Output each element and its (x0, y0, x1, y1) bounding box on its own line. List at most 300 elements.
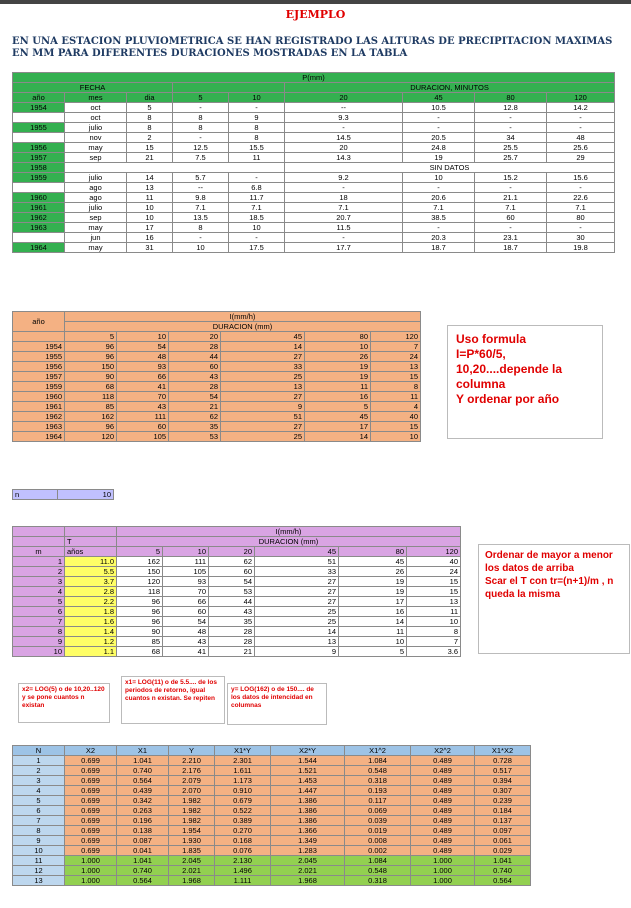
data-cell[interactable]: 0.489 (411, 836, 475, 846)
data-cell[interactable]: 1.982 (169, 796, 215, 806)
data-cell[interactable]: 54 (117, 342, 169, 352)
data-cell[interactable]: 27 (221, 392, 305, 402)
data-cell[interactable]: 27 (255, 597, 339, 607)
p-header[interactable]: P(mm) (13, 73, 615, 83)
data-cell[interactable]: 10 (229, 223, 285, 233)
column-header[interactable]: X2 (65, 746, 117, 756)
data-cell[interactable]: 2.176 (169, 766, 215, 776)
n-label[interactable]: n (13, 490, 58, 500)
data-cell[interactable]: 80 (547, 213, 615, 223)
data-cell[interactable]: 0.439 (117, 786, 169, 796)
data-cell[interactable]: 7.1 (547, 203, 615, 213)
col-header[interactable]: 5 (117, 547, 163, 557)
data-cell[interactable]: 11.5 (285, 223, 403, 233)
row-index-cell[interactable]: 2 (13, 766, 65, 776)
data-cell[interactable]: 70 (163, 587, 209, 597)
rank-cell[interactable]: 9 (13, 637, 65, 647)
year-cell[interactable]: 1959 (13, 173, 65, 183)
data-cell[interactable]: 96 (65, 422, 117, 432)
data-cell[interactable]: 0.039 (345, 816, 411, 826)
data-cell[interactable]: 62 (169, 412, 221, 422)
data-cell[interactable]: 0.389 (215, 816, 271, 826)
data-cell[interactable]: 1.611 (215, 766, 271, 776)
blank-header-cell[interactable] (65, 527, 117, 537)
data-cell[interactable]: 20 (285, 143, 403, 153)
data-cell[interactable]: - (475, 183, 547, 193)
data-cell[interactable]: 68 (117, 647, 163, 657)
data-cell[interactable]: 20.5 (403, 133, 475, 143)
data-cell[interactable]: 20.6 (403, 193, 475, 203)
rank-cell[interactable]: 2 (13, 567, 65, 577)
data-cell[interactable]: 28 (209, 637, 255, 647)
data-cell[interactable]: 0.117 (345, 796, 411, 806)
data-cell[interactable]: 26 (339, 567, 407, 577)
row-index-cell[interactable]: 10 (13, 846, 65, 856)
data-cell[interactable]: 8 (407, 627, 461, 637)
data-cell[interactable]: 24 (407, 567, 461, 577)
data-cell[interactable]: 13 (127, 183, 173, 193)
data-cell[interactable]: 1.000 (411, 876, 475, 886)
data-cell[interactable]: 10 (173, 243, 229, 253)
data-cell[interactable]: 5 (127, 103, 173, 113)
data-cell[interactable]: -- (173, 183, 229, 193)
data-cell[interactable]: 27 (255, 577, 339, 587)
data-cell[interactable]: - (285, 123, 403, 133)
row-index-cell[interactable]: 7 (13, 816, 65, 826)
data-cell[interactable]: 0.522 (215, 806, 271, 816)
year-cell[interactable] (13, 183, 65, 193)
data-cell[interactable]: 1.982 (169, 816, 215, 826)
data-cell[interactable]: 0.489 (411, 826, 475, 836)
row-index-cell[interactable]: 3 (13, 776, 65, 786)
data-cell[interactable]: 0.699 (65, 826, 117, 836)
data-cell[interactable]: 43 (209, 607, 255, 617)
data-cell[interactable]: julio (65, 173, 127, 183)
data-cell[interactable]: - (403, 123, 475, 133)
data-cell[interactable]: - (403, 223, 475, 233)
data-cell[interactable]: 24 (371, 352, 421, 362)
year-cell[interactable]: 1956 (13, 362, 65, 372)
col-header[interactable]: 10 (163, 547, 209, 557)
data-cell[interactable]: - (285, 183, 403, 193)
year-cell[interactable]: 1964 (13, 243, 65, 253)
data-cell[interactable]: 11.7 (229, 193, 285, 203)
data-cell[interactable]: 7 (371, 342, 421, 352)
data-cell[interactable]: 0.699 (65, 766, 117, 776)
data-cell[interactable]: 70 (117, 392, 169, 402)
data-cell[interactable]: 10 (403, 173, 475, 183)
data-cell[interactable]: ago (65, 183, 127, 193)
year-cell[interactable]: 1958 (13, 163, 65, 173)
data-cell[interactable]: 85 (117, 637, 163, 647)
data-cell[interactable]: 0.699 (65, 776, 117, 786)
data-cell[interactable]: 1.000 (65, 856, 117, 866)
data-cell[interactable]: 10 (371, 432, 421, 442)
blank-header-cell[interactable] (13, 527, 65, 537)
column-header[interactable]: 120 (547, 93, 615, 103)
data-cell[interactable]: 48 (163, 627, 209, 637)
data-cell[interactable]: 96 (117, 597, 163, 607)
data-cell[interactable]: 12.5 (173, 143, 229, 153)
data-cell[interactable]: 13 (221, 382, 305, 392)
data-cell[interactable]: 14.3 (285, 153, 403, 163)
data-cell[interactable]: 0.342 (117, 796, 169, 806)
data-cell[interactable]: 8 (127, 123, 173, 133)
duracion-header[interactable]: DURACION, MINUTOS (285, 83, 615, 93)
data-cell[interactable]: 60 (169, 362, 221, 372)
data-cell[interactable]: 0.137 (475, 816, 531, 826)
data-cell[interactable]: 10 (127, 203, 173, 213)
data-cell[interactable]: 28 (169, 342, 221, 352)
data-cell[interactable]: 2.070 (169, 786, 215, 796)
column-header[interactable]: X2^2 (411, 746, 475, 756)
data-cell[interactable]: 51 (255, 557, 339, 567)
data-cell[interactable]: 2.130 (215, 856, 271, 866)
data-cell[interactable]: 21 (127, 153, 173, 163)
row-index-cell[interactable]: 6 (13, 806, 65, 816)
year-cell[interactable]: 1957 (13, 372, 65, 382)
year-cell[interactable]: 1961 (13, 402, 65, 412)
year-cell[interactable]: 1959 (13, 382, 65, 392)
data-cell[interactable]: 11 (305, 382, 371, 392)
data-cell[interactable]: 1.000 (65, 876, 117, 886)
data-cell[interactable]: - (173, 103, 229, 113)
data-cell[interactable]: 118 (65, 392, 117, 402)
row-index-cell[interactable]: 5 (13, 796, 65, 806)
data-cell[interactable]: 0.307 (475, 786, 531, 796)
data-cell[interactable]: 62 (209, 557, 255, 567)
year-cell[interactable]: 1956 (13, 143, 65, 153)
column-header[interactable]: 120 (371, 332, 421, 342)
data-cell[interactable]: 0.263 (117, 806, 169, 816)
data-cell[interactable]: 0.740 (117, 866, 169, 876)
data-cell[interactable]: 45 (339, 557, 407, 567)
data-cell[interactable]: 0.548 (345, 766, 411, 776)
data-cell[interactable]: sep (65, 153, 127, 163)
data-cell[interactable]: 8 (229, 133, 285, 143)
data-cell[interactable]: 96 (65, 342, 117, 352)
ano-header[interactable]: año (13, 312, 65, 332)
data-cell[interactable]: 1.968 (271, 876, 345, 886)
column-header[interactable]: 45 (221, 332, 305, 342)
data-cell[interactable]: 162 (65, 412, 117, 422)
data-cell[interactable]: 8 (173, 123, 229, 133)
data-cell[interactable]: 38.5 (403, 213, 475, 223)
data-cell[interactable]: -- (285, 103, 403, 113)
data-cell[interactable]: 27 (255, 587, 339, 597)
data-cell[interactable]: 0.318 (345, 876, 411, 886)
data-cell[interactable]: 43 (117, 402, 169, 412)
column-header[interactable]: N (13, 746, 65, 756)
data-cell[interactable]: 0.489 (411, 786, 475, 796)
data-cell[interactable]: 1.447 (271, 786, 345, 796)
m-header[interactable]: m (13, 547, 65, 557)
data-cell[interactable]: 8 (173, 113, 229, 123)
data-cell[interactable]: 16 (339, 607, 407, 617)
data-cell[interactable]: 0.061 (475, 836, 531, 846)
data-cell[interactable]: 2.210 (169, 756, 215, 766)
data-cell[interactable]: 18 (285, 193, 403, 203)
data-cell[interactable]: 10.5 (403, 103, 475, 113)
column-header[interactable]: mes (65, 93, 127, 103)
year-cell[interactable]: 1960 (13, 193, 65, 203)
data-cell[interactable]: 44 (169, 352, 221, 362)
data-cell[interactable]: 7.1 (173, 203, 229, 213)
data-cell[interactable]: 1.041 (117, 756, 169, 766)
data-cell[interactable]: julio (65, 123, 127, 133)
data-cell[interactable]: - (229, 233, 285, 243)
data-cell[interactable]: 9.8 (173, 193, 229, 203)
data-cell[interactable]: 0.394 (475, 776, 531, 786)
column-header[interactable]: 5 (173, 93, 229, 103)
year-cell[interactable]: 1962 (13, 412, 65, 422)
data-cell[interactable]: 0.069 (345, 806, 411, 816)
year-cell[interactable]: 1963 (13, 422, 65, 432)
data-cell[interactable]: 6.8 (229, 183, 285, 193)
data-cell[interactable]: - (403, 113, 475, 123)
blank-header-cell[interactable] (13, 537, 65, 547)
data-cell[interactable]: 1.835 (169, 846, 215, 856)
data-cell[interactable]: 1.930 (169, 836, 215, 846)
data-cell[interactable]: 90 (65, 372, 117, 382)
data-cell[interactable]: - (229, 173, 285, 183)
row-index-cell[interactable]: 12 (13, 866, 65, 876)
data-cell[interactable]: 0.239 (475, 796, 531, 806)
data-cell[interactable]: 1.111 (215, 876, 271, 886)
blank-header-cell[interactable] (13, 332, 65, 342)
data-cell[interactable]: 53 (209, 587, 255, 597)
data-cell[interactable]: 15 (127, 143, 173, 153)
anos-header[interactable]: años (65, 547, 117, 557)
data-cell[interactable]: 0.076 (215, 846, 271, 856)
year-cell[interactable]: 1954 (13, 342, 65, 352)
data-cell[interactable]: - (547, 123, 615, 133)
data-cell[interactable]: 60 (209, 567, 255, 577)
return-period-cell[interactable]: 1.6 (65, 617, 117, 627)
data-cell[interactable]: 5 (339, 647, 407, 657)
duracion-mm-header[interactable]: DURACION (mm) (65, 322, 421, 332)
data-cell[interactable]: 21 (209, 647, 255, 657)
data-cell[interactable]: 7 (407, 637, 461, 647)
data-cell[interactable]: 0.019 (345, 826, 411, 836)
data-cell[interactable]: 10 (127, 213, 173, 223)
data-cell[interactable]: 0.008 (345, 836, 411, 846)
data-cell[interactable]: 15.6 (547, 173, 615, 183)
return-period-cell[interactable]: 2.8 (65, 587, 117, 597)
data-cell[interactable]: 13 (371, 362, 421, 372)
data-cell[interactable]: 150 (65, 362, 117, 372)
data-cell[interactable]: 18.7 (475, 243, 547, 253)
rank-cell[interactable]: 1 (13, 557, 65, 567)
rank-cell[interactable]: 10 (13, 647, 65, 657)
data-cell[interactable]: 0.168 (215, 836, 271, 846)
data-cell[interactable]: - (173, 133, 229, 143)
data-cell[interactable]: 0.489 (411, 756, 475, 766)
return-period-cell[interactable]: 1.4 (65, 627, 117, 637)
data-cell[interactable]: 17.7 (285, 243, 403, 253)
data-cell[interactable]: 2.045 (271, 856, 345, 866)
data-cell[interactable]: 33 (255, 567, 339, 577)
data-cell[interactable]: 43 (169, 372, 221, 382)
data-cell[interactable]: 2 (127, 133, 173, 143)
data-cell[interactable]: 19 (305, 372, 371, 382)
data-cell[interactable]: 120 (117, 577, 163, 587)
year-cell[interactable]: 1960 (13, 392, 65, 402)
data-cell[interactable]: 23.1 (475, 233, 547, 243)
data-cell[interactable]: 25.7 (475, 153, 547, 163)
data-cell[interactable]: 11 (127, 193, 173, 203)
data-cell[interactable]: - (475, 113, 547, 123)
return-period-cell[interactable]: 1.1 (65, 647, 117, 657)
duracion-mm-header-3[interactable]: DURACION (mm) (117, 537, 461, 547)
column-header[interactable]: 20 (285, 93, 403, 103)
row-index-cell[interactable]: 4 (13, 786, 65, 796)
data-cell[interactable]: 19 (403, 153, 475, 163)
data-cell[interactable]: 17 (127, 223, 173, 233)
data-cell[interactable]: 8 (173, 223, 229, 233)
data-cell[interactable]: 0.699 (65, 786, 117, 796)
data-cell[interactable]: 10 (339, 637, 407, 647)
data-cell[interactable]: 19 (305, 362, 371, 372)
data-cell[interactable]: 15.5 (229, 143, 285, 153)
data-cell[interactable]: 25.6 (547, 143, 615, 153)
data-cell[interactable]: 0.138 (117, 826, 169, 836)
data-cell[interactable]: 0.029 (475, 846, 531, 856)
data-cell[interactable]: 22.6 (547, 193, 615, 203)
data-cell[interactable]: 120 (65, 432, 117, 442)
data-cell[interactable]: 25.5 (475, 143, 547, 153)
data-cell[interactable]: 1.954 (169, 826, 215, 836)
col-header[interactable]: 20 (209, 547, 255, 557)
data-cell[interactable]: 0.489 (411, 766, 475, 776)
data-cell[interactable]: 0.910 (215, 786, 271, 796)
data-cell[interactable]: 41 (163, 647, 209, 657)
data-cell[interactable]: 17.5 (229, 243, 285, 253)
data-cell[interactable]: 20.7 (285, 213, 403, 223)
data-cell[interactable]: 40 (407, 557, 461, 567)
data-cell[interactable]: 19 (339, 587, 407, 597)
data-cell[interactable]: 54 (163, 617, 209, 627)
data-cell[interactable]: 2.021 (169, 866, 215, 876)
year-cell[interactable] (13, 233, 65, 243)
data-cell[interactable]: 1.366 (271, 826, 345, 836)
data-cell[interactable]: 0.699 (65, 756, 117, 766)
column-header[interactable]: dia (127, 93, 173, 103)
data-cell[interactable]: 1.496 (215, 866, 271, 876)
column-header[interactable]: X1 (117, 746, 169, 756)
data-cell[interactable]: 27 (221, 352, 305, 362)
data-cell[interactable]: 68 (65, 382, 117, 392)
data-cell[interactable]: 1.521 (271, 766, 345, 776)
data-cell[interactable]: 0.318 (345, 776, 411, 786)
data-cell[interactable]: 14.2 (547, 103, 615, 113)
data-cell[interactable]: 15.2 (475, 173, 547, 183)
data-cell[interactable]: 60 (475, 213, 547, 223)
data-cell[interactable]: 24.8 (403, 143, 475, 153)
data-cell[interactable]: 15 (407, 587, 461, 597)
data-cell[interactable]: 27 (221, 422, 305, 432)
data-cell[interactable]: 17 (305, 422, 371, 432)
data-cell[interactable]: 2.079 (169, 776, 215, 786)
year-cell[interactable] (13, 133, 65, 143)
data-cell[interactable]: 35 (209, 617, 255, 627)
year-cell[interactable]: 1961 (13, 203, 65, 213)
empty-cell[interactable] (65, 163, 285, 173)
data-cell[interactable]: 29 (547, 153, 615, 163)
data-cell[interactable]: - (229, 103, 285, 113)
data-cell[interactable]: 7.5 (173, 153, 229, 163)
data-cell[interactable]: 5.7 (173, 173, 229, 183)
data-cell[interactable]: 35 (169, 422, 221, 432)
data-cell[interactable]: 0.193 (345, 786, 411, 796)
column-header[interactable]: 10 (117, 332, 169, 342)
data-cell[interactable]: 28 (169, 382, 221, 392)
data-cell[interactable]: 15 (407, 577, 461, 587)
data-cell[interactable]: sep (65, 213, 127, 223)
data-cell[interactable]: 25 (255, 607, 339, 617)
data-cell[interactable]: 14 (339, 617, 407, 627)
data-cell[interactable]: 1.386 (271, 796, 345, 806)
data-cell[interactable]: 66 (163, 597, 209, 607)
data-cell[interactable]: 9 (221, 402, 305, 412)
rank-cell[interactable]: 7 (13, 617, 65, 627)
data-cell[interactable]: 0.699 (65, 846, 117, 856)
data-cell[interactable]: 0.489 (411, 806, 475, 816)
data-cell[interactable]: 1.084 (345, 856, 411, 866)
data-cell[interactable]: - (475, 123, 547, 133)
data-cell[interactable]: 0.489 (411, 796, 475, 806)
data-cell[interactable]: may (65, 143, 127, 153)
data-cell[interactable]: 0.489 (411, 846, 475, 856)
data-cell[interactable]: 66 (117, 372, 169, 382)
row-index-cell[interactable]: 11 (13, 856, 65, 866)
year-cell[interactable]: 1963 (13, 223, 65, 233)
data-cell[interactable]: 0.728 (475, 756, 531, 766)
data-cell[interactable]: 13 (407, 597, 461, 607)
data-cell[interactable]: 2.301 (215, 756, 271, 766)
data-cell[interactable]: 1.000 (411, 866, 475, 876)
data-cell[interactable]: 11 (407, 607, 461, 617)
data-cell[interactable]: 33 (221, 362, 305, 372)
data-cell[interactable]: 0.517 (475, 766, 531, 776)
data-cell[interactable]: 13 (255, 637, 339, 647)
data-cell[interactable]: julio (65, 203, 127, 213)
i-header-3[interactable]: I(mm/h) (117, 527, 461, 537)
data-cell[interactable]: 105 (117, 432, 169, 442)
row-index-cell[interactable]: 8 (13, 826, 65, 836)
data-cell[interactable]: 54 (169, 392, 221, 402)
year-cell[interactable]: 1954 (13, 103, 65, 113)
data-cell[interactable]: 18.5 (229, 213, 285, 223)
data-cell[interactable]: 48 (547, 133, 615, 143)
data-cell[interactable]: 14 (255, 627, 339, 637)
data-cell[interactable]: 9 (229, 113, 285, 123)
data-cell[interactable]: 30 (547, 233, 615, 243)
data-cell[interactable]: 48 (117, 352, 169, 362)
data-cell[interactable]: 18.7 (403, 243, 475, 253)
data-cell[interactable]: 8 (371, 382, 421, 392)
data-cell[interactable]: 0.097 (475, 826, 531, 836)
rank-cell[interactable]: 8 (13, 627, 65, 637)
data-cell[interactable]: 10 (305, 342, 371, 352)
data-cell[interactable]: 1.000 (411, 856, 475, 866)
data-cell[interactable]: 19.8 (547, 243, 615, 253)
data-cell[interactable]: 11 (371, 392, 421, 402)
return-period-cell[interactable]: 1.8 (65, 607, 117, 617)
column-header[interactable]: X2*Y (271, 746, 345, 756)
data-cell[interactable]: 0.270 (215, 826, 271, 836)
data-cell[interactable]: 10 (407, 617, 461, 627)
